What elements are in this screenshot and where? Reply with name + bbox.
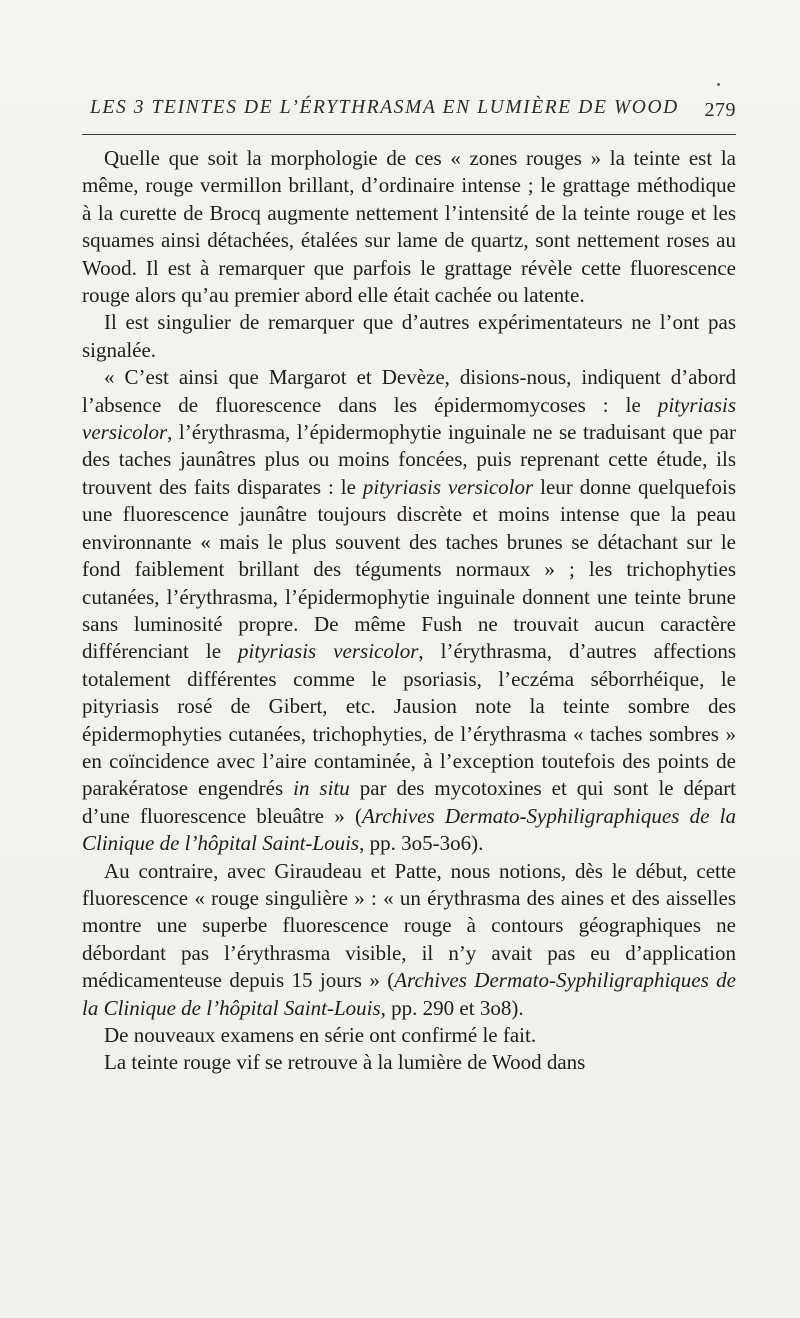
paragraph-4 — [82, 858, 736, 1022]
paragraph-2-text: Il est singulier de remarquer que d’autres expérimentateurs ne l’ont pas signalée. — [82, 310, 736, 362]
paragraph-4-segment: , pp. 290 et 3o8). — [380, 995, 524, 1020]
body-text — [82, 145, 736, 1077]
italic-term: in situ — [293, 776, 350, 801]
paragraph-3-segment: leur donne quelquefois une fluorescence jaunâtre toujours discrète et moins intense que la peau environnante « mais le plus souvent des taches brunes se détachant sur le fond faiblement brillant des téguments normaux » ; les trichophyties cutanées, l’érythrasma, l’épidermophytie inguinale donnent une teinte brune sans luminosité propre. De même Fush ne trouvait aucun caractère différenciant le — [82, 474, 737, 664]
paragraph-5 — [82, 1022, 736, 1049]
italic-term: pityriasis versicolor — [238, 639, 419, 664]
paragraph-4-segment: Au contraire, avec Giraudeau et Patte, nous notions, dès le début, cette fluorescence « rouge singulière » : « un érythrasma des aines et des aisselles montre une superbe fluorescence rouge à contours géographiques ne débordant pas l’érythrasma visible, il n’y avait pas eu d’application médicamenteuse depuis 15 jours » ( — [82, 858, 736, 993]
paragraph-6 — [82, 1049, 736, 1076]
italic-citation: Archives Dermato-Syphiligraphiques de la Clinique de l’hôpital Saint-Louis — [82, 803, 736, 856]
paragraph-5-text: De nouveaux examens en série ont confirmé le fait. — [104, 1023, 537, 1047]
paragraph-1-text: Quelle que soit la morphologie de ces « zones rouges » la teinte est la même, rouge vermillon brillant, d’ordinaire intense ; le grattage méthodique à la curette de Brocq augmente nettement l’intensité de la teinte rouge et les squames ainsi détachées, étalées sur lame de quartz, sont nettement roses au Wood. Il est à remarquer que parfois le grattage révèle cette fluorescence rouge alors qu’au premier abord elle était cachée ou latente. — [82, 146, 736, 308]
paragraph-3-segment: , l’érythrasma, d’autres affections totalement différentes comme le psoriasis, l’eczéma séborrhéique, le pityriasis rosé de Gibert, etc. Jausion note la teinte sombre des épidermophyties cutanées, trichophyties, de l’érythrasma « taches sombres » en coïncidence avec l’aire contaminée, à l’exception toutefois des points de parakératose engendrés — [82, 639, 737, 801]
paragraph-1 — [82, 145, 736, 309]
page-number: 279 — [704, 99, 736, 121]
italic-term: pityriasis versicolor — [82, 392, 737, 445]
paragraph-3 — [82, 364, 736, 857]
italic-term: pityriasis versicolor — [362, 474, 534, 499]
paragraph-3-segment: , pp. 3o5-3o6). — [359, 831, 484, 856]
header-rule — [82, 134, 736, 135]
paragraph-3-segment: par des mycotoxines et qui sont le départ d’une fluorescence bleuâtre » ( — [82, 776, 737, 828]
paragraph-3-segment: « C’est ainsi que Margarot et Devèze, disions-nous, indiquent d’abord l’absence de fluorescence dans les épidermomycoses : le — [82, 365, 736, 417]
paragraph-3-segment: , l’érythrasma, l’épidermophytie inguinale ne se traduisant que par des taches jaunâtres plus ou moins foncées, puis reprenant cette étude, ils trouvent des faits disparates : le — [82, 420, 736, 499]
paragraph-2 — [82, 309, 736, 364]
running-header — [82, 97, 736, 127]
paragraph-6-text: La teinte rouge vif se retrouve à la lumière de Wood dans — [104, 1050, 586, 1075]
italic-citation: Archives Dermato-Syphiligraphiques de la Clinique de l’hôpital Saint-Louis — [82, 968, 736, 1020]
print-speck — [717, 83, 720, 86]
running-title: LES 3 TEINTES DE L’ÉRYTHRASMA EN LUMIÈRE DE WOOD — [90, 97, 679, 118]
